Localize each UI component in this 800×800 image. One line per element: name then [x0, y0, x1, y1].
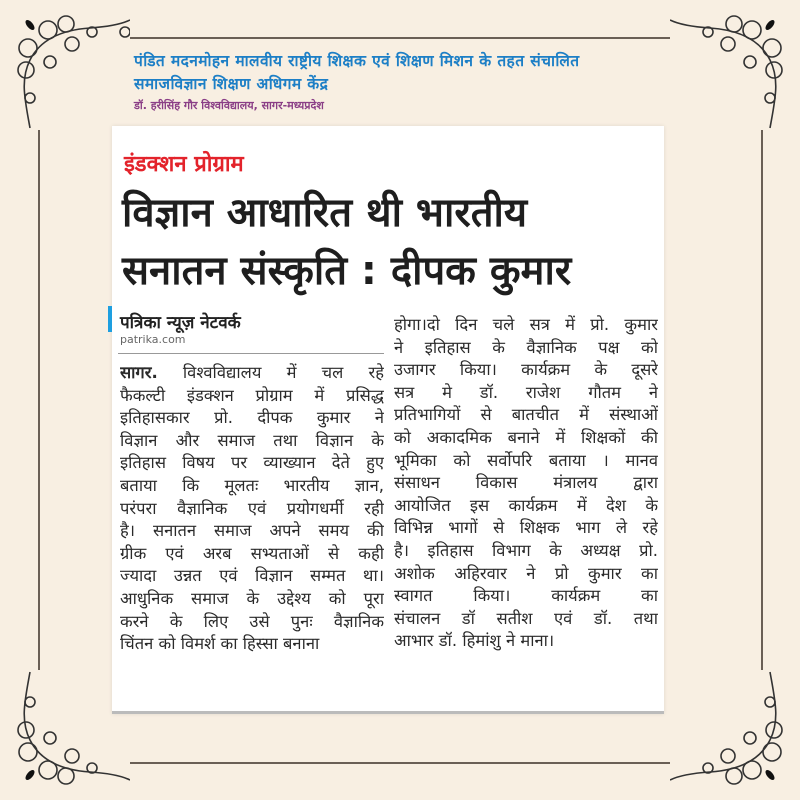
- article-text-line: इतिहासकार प्रो. दीपक कुमार ने: [120, 408, 384, 428]
- newspaper-clipping: [112, 126, 664, 714]
- article-text-line: करने के लिए उसे पुनः वैज्ञानिक: [120, 611, 384, 631]
- article-text-line: चिंतन को विमर्श का हिस्सा बनाना: [120, 634, 320, 654]
- article-text-line: संचालन डॉ सतीश एवं डॉ. तथा: [394, 608, 658, 628]
- article-byline: पत्रिका न्यूज़ नेटवर्क: [120, 313, 241, 333]
- header-mission-line: पंडित मदनमोहन मालवीय राष्ट्रीय शिक्षक एवं शिक्षण मिशन के तहत संचालित: [134, 52, 580, 70]
- frame-right-line: [761, 130, 763, 670]
- article-text-line: स्वागत किया। कार्यक्रम का: [394, 586, 658, 606]
- headline-line: सनातन संस्कृति : दीपक कुमार: [122, 248, 572, 294]
- frame-top-line: [130, 37, 670, 39]
- header-centre-name: समाजविज्ञान शिक्षण अधिगम केंद्र: [134, 75, 329, 93]
- article-text-line: ने इतिहास के वैज्ञानिक पक्ष को: [394, 337, 658, 357]
- article-text-line: विभिन्न भागों से शिक्षक भाग ले रहे: [394, 518, 658, 538]
- article-text-line: सत्र मे डॉ. राजेश गौतम ने: [394, 382, 658, 402]
- centre-header: [134, 50, 734, 116]
- article-text-line: होगा।दो दिन चले सत्र में प्रो. कुमार: [394, 315, 658, 334]
- article-text-line: संसाधन विकास मंत्रालय द्वारा: [394, 473, 658, 493]
- article-text-line: अशोक अहिरवार ने प्रो कुमार का: [394, 563, 658, 583]
- article-source: patrika.com: [120, 333, 186, 346]
- byline-divider: [118, 353, 384, 354]
- article-text-line: आधुनिक समाज के उद्देश्य को पूरा: [120, 588, 384, 608]
- article-text-line: फैकल्टी इंडक्शन प्रोग्राम में प्रसिद्ध: [120, 385, 384, 405]
- article-text-line: सागर. विश्वविद्यालय में चल रहे: [120, 363, 384, 382]
- article-text-line: परंपरा वैज्ञानिक एवं प्रयोगधर्मी रही: [120, 498, 384, 518]
- corner-ornament-icon: [670, 670, 800, 800]
- article-text-line: आभार डॉ. हिमांशु ने माना।: [394, 631, 555, 651]
- frame-left-line: [38, 130, 40, 670]
- header-university: डॉ. हरीसिंह गौर विश्वविद्यालय, सागर-मध्यप्रदेश: [134, 99, 324, 112]
- clipping-bottom-rule: [112, 711, 664, 714]
- corner-ornament-icon: [0, 670, 130, 800]
- article-text-line: इतिहास विषय पर व्याख्यान देते हुए: [120, 453, 384, 473]
- article-kicker: इंडक्शन प्रोग्राम: [124, 152, 244, 177]
- article-text-line: ग्रीक एवं अरब सभ्यताओं से कही: [120, 543, 384, 563]
- article-column-1: [120, 362, 384, 656]
- article-text-line: विज्ञान और समाज तथा विज्ञान के: [120, 430, 384, 450]
- article-column-2: [394, 314, 658, 653]
- frame-bottom-line: [130, 762, 670, 764]
- article-text-line: है। इतिहास विभाग के अध्यक्ष प्रो.: [394, 540, 658, 560]
- article-text-line: भूमिका को सर्वोपरि बताया । मानव: [394, 450, 658, 470]
- corner-ornament-icon: [0, 0, 130, 130]
- article-text-line: है। सनातन समाज अपने समय की: [120, 521, 384, 541]
- article-headline: [122, 184, 571, 300]
- article-text-line: बताया कि मूलतः भारतीय ज्ञान,: [120, 475, 384, 495]
- article-text-line: आयोजित इस कार्यक्रम में देश के: [394, 495, 658, 515]
- article-text-line: ज्यादा उन्नत एवं विज्ञान सम्मत था।: [120, 566, 384, 586]
- dateline: सागर.: [120, 363, 158, 382]
- article-text-line: उजागर किया। कार्यक्रम के दूसरे: [394, 360, 658, 380]
- article-text-line: को अकादमिक बनाने में शिक्षकों की: [394, 427, 658, 447]
- headline-line: विज्ञान आधारित थी भारतीय: [122, 190, 528, 236]
- byline-accent-bar: [108, 306, 112, 332]
- article-text-line: प्रतिभागियों से बातचीत में संस्थाओं: [394, 405, 658, 425]
